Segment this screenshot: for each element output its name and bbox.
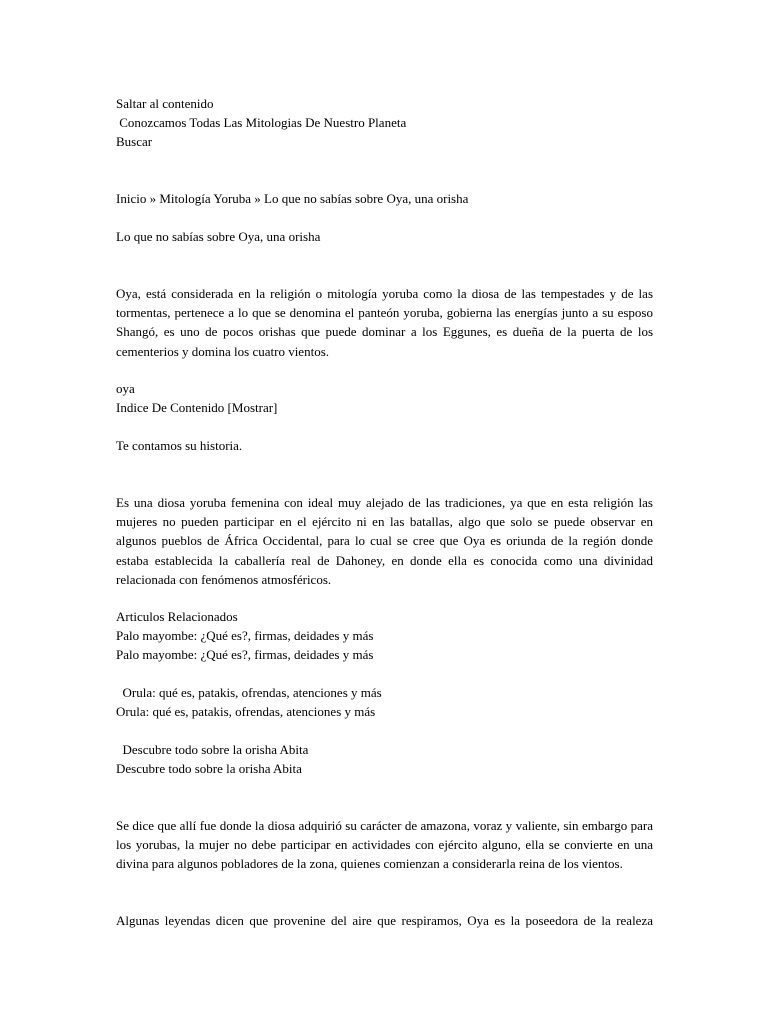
body-paragraph-3: Se dice que allí fue donde la diosa adquirió su carácter de amazona, voraz y valiente, sin embargo para los yorubas, la mujer no debe participar en actividades con ejército alguno, ella se convierte en una divina para algunos pobladores de la zona, quienes comienzan a considerarla reina de los vientos. bbox=[116, 818, 653, 872]
related-article-link[interactable]: Descubre todo sobre la orisha Abita bbox=[116, 761, 302, 776]
related-article-link[interactable]: Palo mayombe: ¿Qué es?, firmas, deidades y más bbox=[116, 647, 374, 662]
body-paragraph-4: Algunas leyendas dicen que provenine del aire que respiramos, Oya es la poseedora de la realeza bbox=[116, 913, 653, 928]
related-article-link[interactable]: Orula: qué es, patakis, ofrendas, atenciones y más bbox=[116, 685, 382, 700]
related-articles-heading: Articulos Relacionados bbox=[116, 609, 238, 624]
body-paragraph-2: Es una diosa yoruba femenina con ideal muy alejado de las tradiciones, ya que en esta religión las mujeres no pueden participar en el ejército ni en las batallas, algo que solo se puede observar en algunos pueblos de África Occidental, para lo cual se cree que Oya es oriunda de la región donde estaba establecida la caballería real de Dahoney, en donde ella es conocida como una divinidad relacionada con fenómenos atmosféricos. bbox=[116, 495, 653, 587]
related-article-link[interactable]: Descubre todo sobre la orisha Abita bbox=[116, 742, 309, 757]
skip-to-content-link[interactable]: Saltar al contenido bbox=[116, 96, 214, 111]
breadcrumb[interactable]: Inicio » Mitología Yoruba » Lo que no sabías sobre Oya, una orisha bbox=[116, 191, 469, 206]
intro-paragraph: Oya, está considerada en la religión o mitología yoruba como la diosa de las tempestades y de las tormentas, pertenece a lo que se denomina el panteón yoruba, gobierna las energías junto a su esposo Shangó, es uno de pocos orishas que puede dominar a los Eggunes, es dueña de la puerta de los cementerios y domina los cuatro vientos. bbox=[116, 286, 653, 359]
image-alt-text: oya bbox=[116, 381, 135, 396]
table-of-contents-toggle[interactable]: Indice De Contenido [Mostrar] bbox=[116, 400, 278, 415]
site-title-link[interactable]: Conozcamos Todas Las Mitologias De Nuestro Planeta bbox=[116, 115, 407, 130]
related-article-link[interactable]: Orula: qué es, patakis, ofrendas, atenciones y más bbox=[116, 704, 376, 719]
search-link[interactable]: Buscar bbox=[116, 134, 153, 149]
page-title: Lo que no sabías sobre Oya, una orisha bbox=[116, 229, 321, 244]
story-intro: Te contamos su historia. bbox=[116, 438, 243, 453]
related-article-link[interactable]: Palo mayombe: ¿Qué es?, firmas, deidades y más bbox=[116, 628, 374, 643]
